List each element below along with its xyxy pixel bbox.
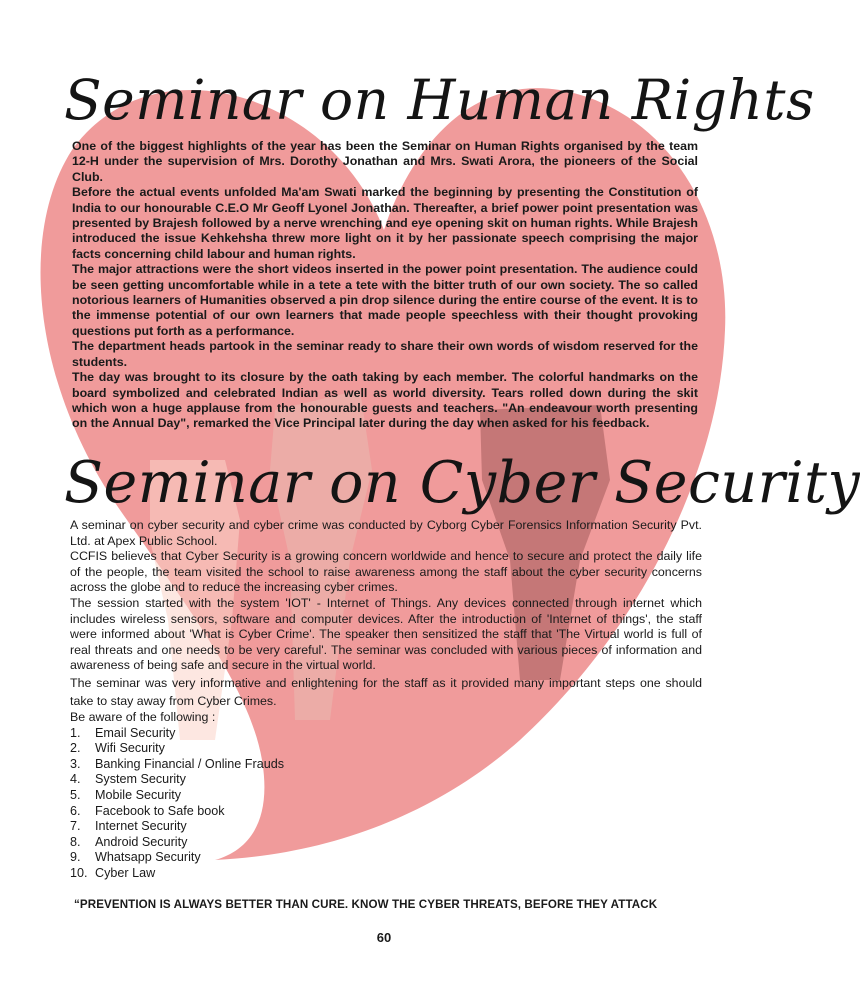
- list-item-number: 1.: [70, 725, 81, 740]
- list-item-number: 9.: [70, 850, 81, 865]
- list-item-number: 2.: [70, 741, 81, 756]
- list-item-number: 8.: [70, 834, 81, 849]
- list-item-number: 4.: [70, 772, 81, 787]
- list-item: [70, 726, 702, 742]
- list-item: [70, 835, 702, 851]
- list-item-text: Cyber Law: [95, 865, 156, 880]
- list-item-text: Whatsapp Security: [95, 850, 201, 865]
- list-item-text: Mobile Security: [95, 787, 182, 802]
- list-item: [70, 741, 702, 757]
- cyber-paragraph-2: CCFIS believes that Cyber Security is a growing concern worldwide and hence to secure and protect the daily life of the people, the team visited the school to raise awareness among the staff about the cyber security concerns across the globe and to reduce the increasing cyber crimes.: [70, 549, 702, 595]
- list-item-text: Facebook to Safe book: [95, 803, 225, 818]
- closing-quote: “PREVENTION IS ALWAYS BETTER THAN CURE. KNOW THE CYBER THREATS, BEFORE THEY ATTACK: [74, 898, 658, 911]
- list-item-text: Email Security: [95, 725, 176, 740]
- list-item-number: 3.: [70, 756, 81, 771]
- cyber-paragraph-4: The seminar was very informative and enlightening for the staff as it provided many important steps one should take to stay away from Cyber Crimes.: [70, 675, 702, 708]
- human-rights-paragraph-5: The day was brought to its closure by the oath taking by each member. The colorful handmarks on the board symbolized and celebrated Indian as well as world diversity. Tears rolled down during the skit which won a huge applause from the honourable guests and teachers. "An endeavour worth presenting on the Annual Day", remarked the Vice Principal later during the day when asked for his feedback.: [72, 370, 698, 431]
- human-rights-title: Seminar on Human Rights: [64, 68, 815, 132]
- page-number: 60: [376, 930, 392, 945]
- list-item-text: Android Security: [95, 834, 188, 849]
- cyber-security-body: [70, 518, 702, 881]
- cyber-paragraph-3: The session started with the system 'IOT' - Internet of Things. Any devices connected through internet which includes wireless sensors, software and computer devices. After the introduction of 'Internet of things', the staff were informed about 'What is Cyber Crime'. The speaker then sensitized the staff that 'The Virtual world is full of real threats and one needs to be very careful'. The seminar was concluded with various pieces of information and awareness of being safe and secure in the virtual world.: [70, 595, 702, 673]
- list-item-number: 6.: [70, 803, 81, 818]
- list-item-number: 5.: [70, 787, 81, 802]
- cyber-threat-list: [70, 726, 702, 882]
- list-item: [70, 819, 702, 835]
- human-rights-paragraph-3: The major attractions were the short videos inserted in the power point presentation. The audience could be seen getting uncomfortable while in a tete a tete with the bitter truth of our own society. The so called notorious learners of Humanities observed a pin drop silence during the entire course of the event. It is to the immense potential of our own learners that made people speechless with their thought provoking questions put forth as a performance.: [72, 262, 698, 338]
- human-rights-body: [72, 139, 698, 432]
- list-item-text: Wifi Security: [95, 741, 165, 756]
- human-rights-paragraph-4: The department heads partook in the seminar ready to share their own words of wisdom reserved for the students.: [72, 339, 698, 369]
- human-rights-paragraph-2: Before the actual events unfolded Ma'am Swati marked the beginning by presenting the Constitution of India to our honourable C.E.O Mr Geoff Lyonel Jonathan. Thereafter, a brief power point presentation was presented by Brajesh followed by a nerve wrenching and eye opening skit on human rights. While Brajesh introduced the issue Kehkehsha threw more light on it by her passionate speech comprising the major facts concerning child labour and human rights.: [72, 185, 698, 261]
- list-item: [70, 866, 702, 882]
- list-item: [70, 757, 702, 773]
- list-item-number: 7.: [70, 819, 81, 834]
- list-item: [70, 788, 702, 804]
- human-rights-paragraph-1: One of the biggest highlights of the year has been the Seminar on Human Rights organised by the team 12-H under the supervision of Mrs. Dorothy Jonathan and Mrs. Swati Arora, the pioneers of the Social Club.: [72, 139, 698, 184]
- list-item: [70, 772, 702, 788]
- cyber-paragraph-1: A seminar on cyber security and cyber crime was conducted by Cyborg Cyber Forensics Information Security Pvt. Ltd. at Apex Public School.: [70, 518, 702, 548]
- list-item-text: System Security: [95, 772, 186, 787]
- cyber-security-title: Seminar on Cyber Security: [64, 450, 860, 516]
- list-item-number: 10.: [70, 865, 88, 880]
- list-item: [70, 850, 702, 866]
- list-item: [70, 804, 702, 820]
- list-item-text: Internet Security: [95, 819, 187, 834]
- list-item-text: Banking Financial / Online Frauds: [95, 756, 285, 771]
- list-intro: Be aware of the following :: [70, 709, 216, 724]
